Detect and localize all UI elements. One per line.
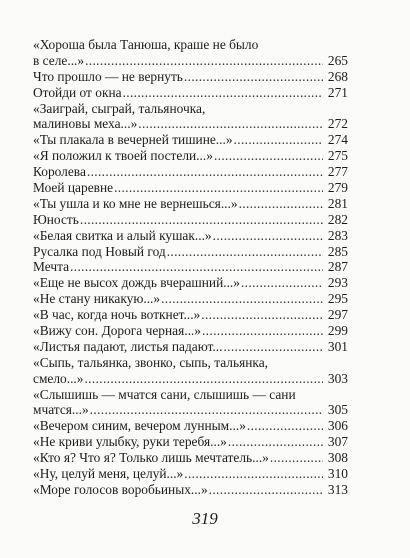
toc-entry bbox=[33, 85, 348, 101]
toc-entry-title: Моей царевне bbox=[33, 180, 114, 196]
toc-entry-title: Королева bbox=[33, 164, 86, 180]
dot-leader bbox=[213, 228, 323, 244]
dot-leader bbox=[80, 212, 323, 228]
dot-leader bbox=[202, 323, 323, 339]
toc-entry bbox=[33, 148, 348, 164]
toc-entry-page: 274 bbox=[327, 132, 348, 148]
toc-entry-title: «Хороша была Танюша, краше не было bbox=[33, 37, 259, 52]
toc-entry-page: 265 bbox=[327, 52, 348, 68]
dot-leader bbox=[228, 434, 323, 450]
dot-leader bbox=[138, 116, 323, 132]
toc-entry-page: 283 bbox=[327, 227, 348, 243]
toc-entry-page: 313 bbox=[327, 481, 348, 497]
toc-entry bbox=[33, 132, 348, 148]
toc-entry-title: «Заиграй, сыграй, тальяночка, bbox=[33, 100, 206, 116]
toc-entry bbox=[33, 434, 348, 450]
toc-entry-title: «Кто я? Что я? Только лишь мечтатель...» bbox=[33, 450, 269, 466]
dot-leader bbox=[85, 53, 323, 69]
toc-entry bbox=[33, 259, 348, 275]
toc-entry-page: 299 bbox=[327, 323, 348, 339]
toc-entry bbox=[33, 307, 348, 323]
toc-entry bbox=[33, 355, 348, 371]
toc-entry-title: «Листья падают, листья падают... bbox=[33, 338, 223, 354]
dot-leader bbox=[247, 418, 323, 434]
toc-entry-page: 301 bbox=[327, 338, 348, 354]
toc-entry bbox=[33, 116, 348, 132]
toc-entry-page: 306 bbox=[327, 418, 348, 434]
toc-entry-title: «Вижу сон. Дорога черная...» bbox=[33, 323, 201, 339]
toc-entry-title: смело...» bbox=[33, 370, 84, 386]
toc-entry bbox=[33, 212, 348, 228]
dot-leader bbox=[241, 275, 323, 291]
dot-leader bbox=[114, 180, 323, 196]
dot-leader bbox=[167, 244, 323, 260]
toc-entry bbox=[33, 402, 348, 418]
dot-leader bbox=[90, 402, 323, 418]
toc-entry-title: «Я положил к твоей постели...» bbox=[33, 148, 213, 164]
toc-entry-title: Русалка под Новый год bbox=[33, 243, 166, 259]
toc-entry-title: «Не стану никакую...» bbox=[33, 291, 161, 307]
dot-leader bbox=[161, 291, 323, 307]
toc-entry bbox=[33, 228, 348, 244]
toc-entry bbox=[33, 69, 348, 85]
toc-entry-page: 308 bbox=[327, 450, 348, 466]
toc-entry-title: «Слышишь — мчатся сани, слышишь — сани bbox=[33, 386, 296, 402]
toc-entry bbox=[33, 37, 348, 53]
dot-leader bbox=[270, 450, 323, 466]
toc-entry-title: «Вечером синим, вечером лунным...» bbox=[33, 418, 246, 434]
toc-entry bbox=[33, 387, 348, 403]
toc-entry-page: 279 bbox=[327, 180, 348, 196]
dot-leader bbox=[239, 196, 323, 212]
toc-entry-page: 268 bbox=[327, 68, 348, 84]
toc-entry-page: 287 bbox=[327, 259, 348, 275]
toc-entry-title: Юность bbox=[33, 211, 79, 227]
toc-entry-title: «В час, когда ночь воткнет...» bbox=[33, 307, 201, 323]
toc-entry-title: «Ты плакала в вечерней тишине...» bbox=[33, 132, 233, 148]
toc-entry-title: «Море голосов воробьиных...» bbox=[33, 481, 208, 497]
dot-leader bbox=[214, 148, 323, 164]
toc-entry-title: «Ты ушла и ко мне не вернешься...» bbox=[33, 195, 238, 211]
toc-entry bbox=[33, 291, 348, 307]
toc-entry-page: 295 bbox=[327, 291, 348, 307]
dot-leader bbox=[209, 482, 323, 498]
toc-entry-page: 307 bbox=[327, 434, 348, 450]
toc-entry-title: Что прошло — не вернуть bbox=[33, 68, 183, 84]
dot-leader bbox=[123, 85, 323, 101]
toc-entry bbox=[33, 466, 348, 482]
toc-entry bbox=[33, 482, 348, 498]
toc-entry-title: Мечта bbox=[33, 259, 70, 275]
toc-entry-page: 282 bbox=[327, 211, 348, 227]
toc-entry-title: «Ну, целуй меня, целуй...» bbox=[33, 466, 184, 482]
toc-entry bbox=[33, 180, 348, 196]
dot-leader bbox=[184, 69, 323, 85]
toc-entry bbox=[33, 53, 348, 69]
dot-leader bbox=[70, 259, 323, 275]
toc-entry-page: 303 bbox=[327, 370, 348, 386]
toc-entry-title: мчатся...» bbox=[33, 402, 89, 418]
toc-entry bbox=[33, 275, 348, 291]
toc-entry-page: 293 bbox=[327, 275, 348, 291]
toc-entry bbox=[33, 101, 348, 117]
toc-entry-title: малиновы меха...» bbox=[33, 116, 138, 132]
dot-leader bbox=[87, 164, 323, 180]
toc-entry bbox=[33, 339, 348, 355]
dot-leader bbox=[201, 307, 323, 323]
toc-entry-page: 297 bbox=[327, 307, 348, 323]
toc-entry-title: «Белая свитка и алый кушак...» bbox=[33, 227, 212, 243]
toc-entry bbox=[33, 418, 348, 434]
dot-leader bbox=[223, 339, 323, 355]
toc-entry-title: «Не криви улыбку, руки теребя...» bbox=[33, 434, 227, 450]
toc-entry-page: 305 bbox=[327, 402, 348, 418]
toc-entry bbox=[33, 450, 348, 466]
toc-entry-page: 281 bbox=[327, 195, 348, 211]
toc-entry-title: «Еще не высох дождь вчерашний...» bbox=[33, 275, 240, 291]
toc-entry-page: 271 bbox=[327, 84, 348, 100]
toc-entry bbox=[33, 371, 348, 387]
toc-entry-page: 277 bbox=[327, 164, 348, 180]
toc-entry bbox=[33, 196, 348, 212]
toc-entry-page: 285 bbox=[327, 243, 348, 259]
dot-leader bbox=[234, 132, 323, 148]
page-number: 319 bbox=[192, 509, 218, 528]
toc-entry-page: 275 bbox=[327, 148, 348, 164]
toc-entry-page: 272 bbox=[327, 116, 348, 132]
toc-entry-title: в селе...» bbox=[33, 52, 85, 68]
toc-entry-page: 310 bbox=[327, 466, 348, 482]
toc-entry bbox=[33, 323, 348, 339]
toc-entry bbox=[33, 164, 348, 180]
toc-entry bbox=[33, 244, 348, 260]
dot-leader bbox=[84, 371, 323, 387]
toc-entry-title: Отойди от окна bbox=[33, 84, 122, 100]
dot-leader bbox=[184, 466, 323, 482]
table-of-contents bbox=[33, 37, 348, 498]
toc-entry-title: «Сыпь, тальянка, звонко, сыпь, тальянка, bbox=[33, 354, 269, 370]
